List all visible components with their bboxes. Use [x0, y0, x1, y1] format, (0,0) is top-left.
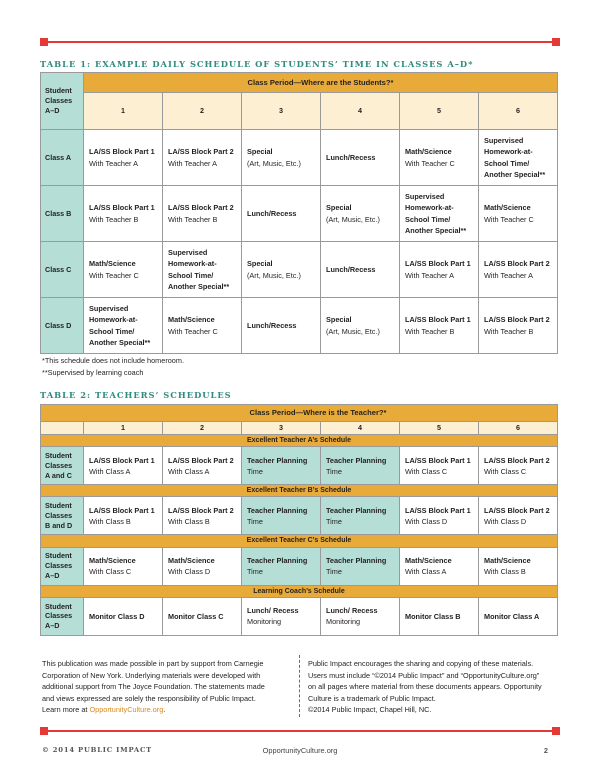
schedule-cell: Monitor Class D — [84, 597, 163, 635]
schedule-cell: Math/Science With Teacher C — [400, 130, 479, 186]
row-label: Class C — [41, 242, 84, 298]
row-label: Class D — [41, 298, 84, 354]
schedule-cell: Supervised Homework-at- School Time/ Another Special** — [400, 186, 479, 242]
period-1: 1 — [84, 93, 163, 130]
schedule-cell: LA/SS Block Part 2 With Class A — [163, 447, 242, 485]
t2-period-4: 4 — [321, 422, 400, 435]
t2-period-1: 1 — [84, 422, 163, 435]
schedule-cell: LA/SS Block Part 2 With Teacher B — [163, 186, 242, 242]
row-label: Class B — [41, 186, 84, 242]
row-label: Student Classes A and C — [41, 447, 84, 485]
schedule-cell: LA/SS Block Part 1 With Class A — [84, 447, 163, 485]
row-label: Class A — [41, 130, 84, 186]
section-subheader-row — [41, 585, 558, 597]
schedule-cell: Math/Science With Class B — [479, 547, 558, 585]
row-label: Student Classes B and D — [41, 497, 84, 535]
table2-header: Class Period—Where is the Teacher?* — [41, 405, 558, 422]
period-6: 6 — [479, 93, 558, 130]
t2-period-6: 6 — [479, 422, 558, 435]
schedule-cell: Math/Science With Teacher C — [84, 242, 163, 298]
schedule-cell: LA/SS Block Part 1 With Teacher A — [84, 130, 163, 186]
schedule-cell: Special (Art, Music, Etc.) — [242, 130, 321, 186]
footer-right: Public Impact encourages the sharing and copying of these materials. Users must include “©2014 Public Impact” and “OpportunityCulture.org” on all pages where material from these documents appears. Opportunity Culture is a trademark of Public Impact. ©2014 Public Impact, Chapel Hill, NC. — [308, 659, 542, 714]
schedule-cell: Math/Science With Class A — [400, 547, 479, 585]
footer-divider — [299, 655, 300, 717]
schedule-cell: Math/Science With Teacher C — [163, 298, 242, 354]
schedule-cell: Lunch/ Recess Monitoring — [242, 597, 321, 635]
schedule-cell: Lunch/Recess — [321, 130, 400, 186]
row-label: Student Classes A–D — [41, 547, 84, 585]
table2-row — [41, 447, 558, 485]
schedule-cell: Monitor Class B — [400, 597, 479, 635]
schedule-cell: Math/Science With Class D — [163, 547, 242, 585]
section-subheader: Learning Coach’s Schedule — [41, 585, 558, 597]
schedule-cell: LA/SS Block Part 2 With Class D — [479, 497, 558, 535]
schedule-cell: LA/SS Block Part 2 With Teacher A — [479, 242, 558, 298]
schedule-cell: Lunch/Recess — [242, 186, 321, 242]
period-2: 2 — [163, 93, 242, 130]
table1-row — [41, 298, 558, 354]
schedule-cell: LA/SS Block Part 1 With Teacher A — [400, 242, 479, 298]
schedule-cell: Lunch/Recess — [242, 298, 321, 354]
schedule-cell: Special (Art, Music, Etc.) — [242, 242, 321, 298]
t2-period-3: 3 — [242, 422, 321, 435]
schedule-cell: Special (Art, Music, Etc.) — [321, 298, 400, 354]
row-label: Student Classes A–D — [41, 597, 84, 635]
footer-link[interactable]: OpportunityCulture.org — [89, 705, 164, 714]
planning-cell: Teacher Planning Time — [242, 497, 321, 535]
table1-row — [41, 242, 558, 298]
table1-row — [41, 186, 558, 242]
section-subheader: Excellent Teacher B’s Schedule — [41, 485, 558, 497]
schedule-cell: LA/SS Block Part 1 With Class C — [400, 447, 479, 485]
table2-row — [41, 497, 558, 535]
table1-note-1: *This schedule does not include homeroom. — [42, 356, 184, 365]
table2-row — [41, 547, 558, 585]
planning-cell: Teacher Planning Time — [242, 547, 321, 585]
schedule-cell: LA/SS Block Part 1 With Teacher B — [400, 298, 479, 354]
schedule-cell: Monitor Class A — [479, 597, 558, 635]
schedule-cell: Math/Science With Class C — [84, 547, 163, 585]
schedule-cell: Supervised Homework-at- School Time/ Another Special** — [163, 242, 242, 298]
period-3: 3 — [242, 93, 321, 130]
schedule-cell: LA/SS Block Part 2 With Teacher A — [163, 130, 242, 186]
schedule-cell: LA/SS Block Part 2 With Class C — [479, 447, 558, 485]
table2 — [40, 404, 558, 636]
schedule-cell: LA/SS Block Part 1 With Class D — [400, 497, 479, 535]
section-subheader: Excellent Teacher A’s Schedule — [41, 435, 558, 447]
period-4: 4 — [321, 93, 400, 130]
schedule-cell: LA/SS Block Part 1 With Teacher B — [84, 186, 163, 242]
table2-row — [41, 597, 558, 635]
t2-period-2: 2 — [163, 422, 242, 435]
schedule-cell: Lunch/Recess — [321, 242, 400, 298]
planning-cell: Teacher Planning Time — [242, 447, 321, 485]
schedule-cell: Monitor Class C — [163, 597, 242, 635]
section-subheader: Excellent Teacher C’s Schedule — [41, 535, 558, 547]
schedule-cell: Special (Art, Music, Etc.) — [321, 186, 400, 242]
copyright: © 2014 PUBLIC IMPACT — [42, 746, 153, 754]
table2-title: TABLE 2: TEACHERS’ SCHEDULES — [40, 390, 232, 400]
table1-corner: Student Classes A–D — [41, 73, 84, 130]
table1-title: TABLE 1: EXAMPLE DAILY SCHEDULE OF STUDENTS’ TIME IN CLASSES A–D* — [40, 59, 474, 69]
schedule-cell: Lunch/ Recess Monitoring — [321, 597, 400, 635]
section-subheader-row — [41, 535, 558, 547]
top-rule — [44, 41, 556, 43]
section-subheader-row — [41, 435, 558, 447]
schedule-cell: LA/SS Block Part 2 With Teacher B — [479, 298, 558, 354]
schedule-cell: Supervised Homework-at- School Time/ Another Special** — [84, 298, 163, 354]
schedule-cell: LA/SS Block Part 1 With Class B — [84, 497, 163, 535]
table1-note-2: **Supervised by learning coach — [42, 368, 144, 377]
page-number: 2 — [543, 746, 548, 755]
schedule-cell: Math/Science With Teacher C — [479, 186, 558, 242]
planning-cell: Teacher Planning Time — [321, 497, 400, 535]
planning-cell: Teacher Planning Time — [321, 447, 400, 485]
footer-left: This publication was made possible in part by support from Carnegie Corporation of New York. Underlying materials were developed with additional support from The Joyce Foundation. The statements made and views expressed are solely the responsibility of Public Impact. Learn more at OpportunityCulture.org. — [42, 659, 265, 714]
t2-period-5: 5 — [400, 422, 479, 435]
planning-cell: Teacher Planning Time — [321, 547, 400, 585]
period-5: 5 — [400, 93, 479, 130]
table1-header: Class Period—Where are the Students?* — [84, 73, 558, 93]
section-subheader-row — [41, 485, 558, 497]
table1 — [40, 72, 558, 354]
table1-row — [41, 130, 558, 186]
site-link[interactable]: OpportunityCulture.org — [262, 746, 338, 755]
schedule-cell: LA/SS Block Part 2 With Class B — [163, 497, 242, 535]
table2-corner — [41, 422, 84, 435]
schedule-cell: Supervised Homework-at- School Time/ Another Special** — [479, 130, 558, 186]
bottom-rule — [44, 730, 556, 732]
